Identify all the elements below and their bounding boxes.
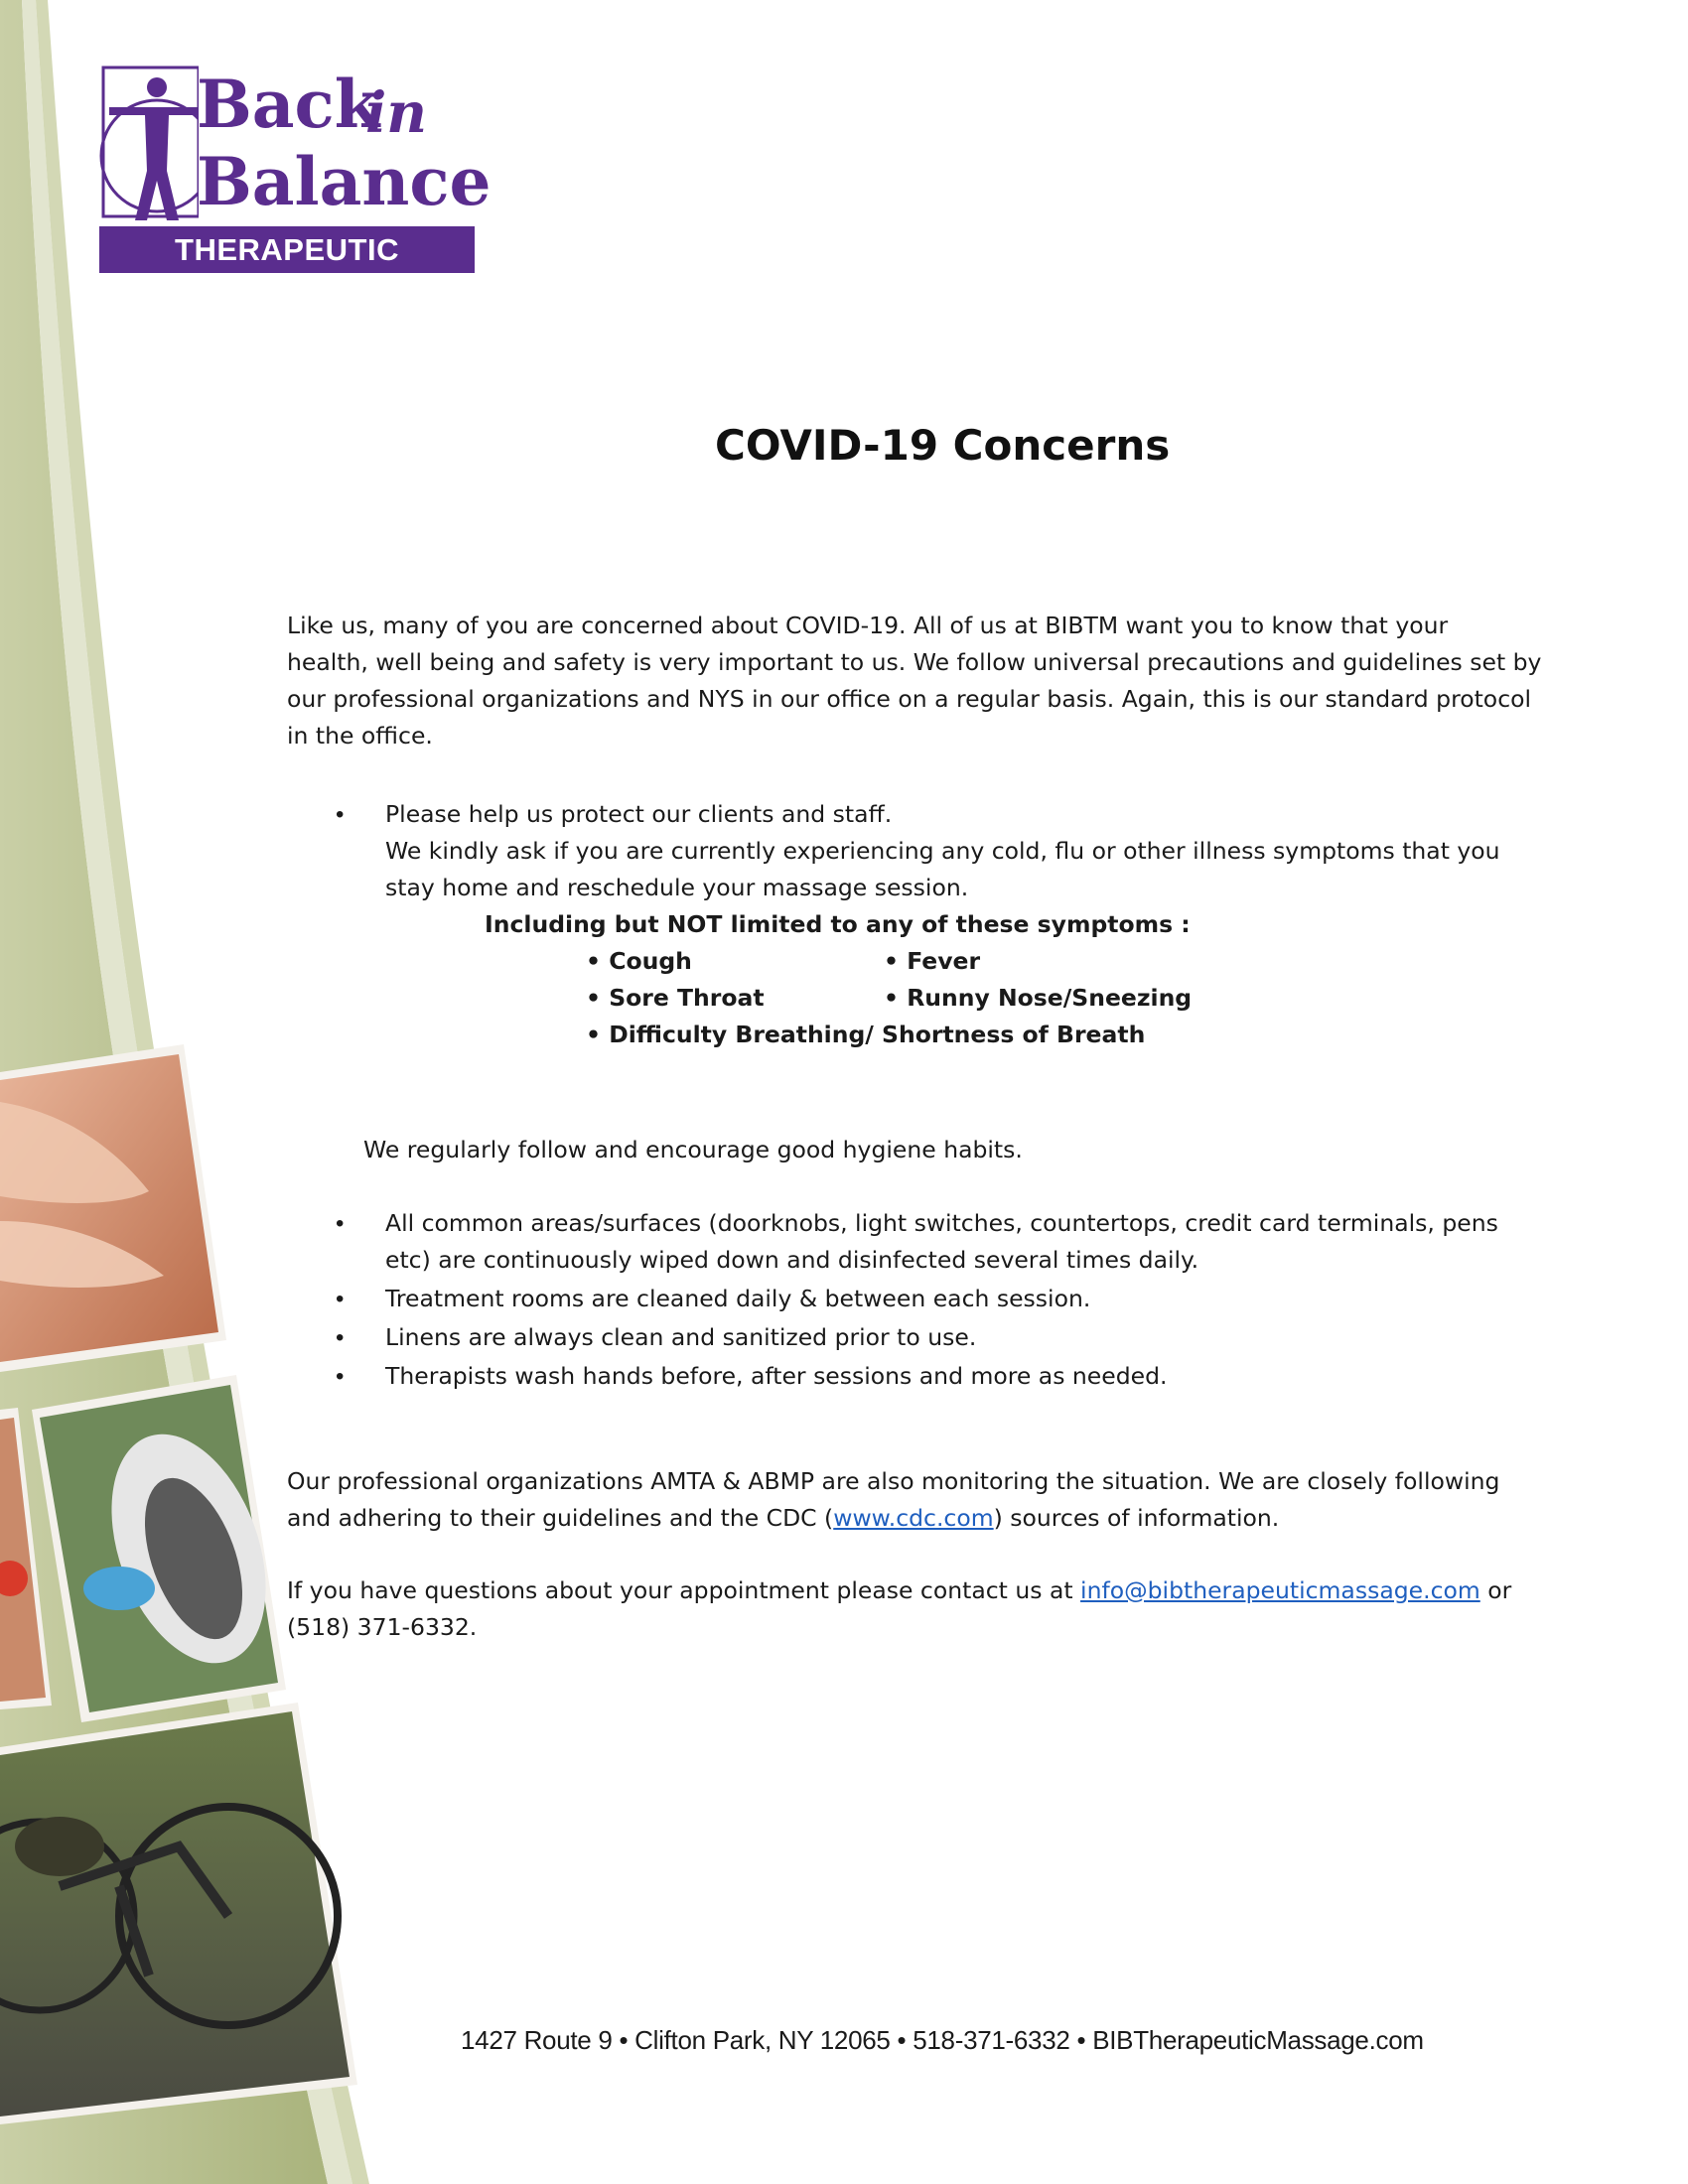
intro-line: in the office. xyxy=(287,722,433,750)
vitruvian-figure-icon xyxy=(89,62,199,235)
contact-text: or xyxy=(1479,1576,1512,1604)
symptom-item: • Difficulty Breathing/ Shortness of Breath xyxy=(586,1021,1146,1048)
logo-in-text: in xyxy=(365,80,427,146)
symptoms-heading: Including but NOT limited to any of these symptoms : xyxy=(485,910,1191,938)
intro-line: Like us, many of you are concerned about COVID-19. All of us at BIBTM want you to know that your xyxy=(287,612,1449,639)
contact-line xyxy=(287,1572,1511,1609)
contact-phone: (518) 371-6332. xyxy=(287,1613,478,1641)
protect-line: Please help us protect our clients and staff. xyxy=(385,800,893,828)
symptom-item: • Sore Throat xyxy=(586,984,765,1012)
footer-address: 1427 Route 9 • Clifton Park, NY 12065 • 518-371-6332 • BIBTherapeuticMassage.com xyxy=(461,2025,1424,2055)
hygiene-item: etc) are continuously wiped down and disinfected several times daily. xyxy=(385,1246,1199,1274)
symptom-item: • Cough xyxy=(586,947,692,975)
bullet-icon: • xyxy=(336,1210,345,1237)
hygiene-heading: We regularly follow and encourage good hygiene habits. xyxy=(363,1136,1023,1163)
logo-tagline-bar: THERAPEUTIC MASSAGE xyxy=(99,226,475,273)
email-link[interactable]: info@bibtherapeuticmassage.com xyxy=(1080,1576,1480,1604)
intro-line: health, well being and safety is very important to us. We follow universal precautions and guidelines set by xyxy=(287,648,1542,676)
hygiene-item: Therapists wash hands before, after sessions and more as needed. xyxy=(385,1362,1168,1390)
massage-hands-photo xyxy=(0,1044,226,1372)
symptom-item: • Fever xyxy=(884,947,981,975)
bicycle-photo xyxy=(0,1703,357,2124)
bullet-icon: • xyxy=(336,1324,345,1351)
protect-line: stay home and reschedule your massage session. xyxy=(385,874,969,901)
page-title: COVID-19 Concerns xyxy=(715,421,1171,470)
logo-back-text: Back xyxy=(197,66,380,143)
protect-line: We kindly ask if you are currently experiencing any cold, flu or other illness symptoms that you xyxy=(385,837,1500,865)
symptom-item: • Runny Nose/Sneezing xyxy=(884,984,1193,1012)
hygiene-item: All common areas/surfaces (doorknobs, light switches, countertops, credit card terminals, pens xyxy=(385,1209,1498,1237)
logo-balance-text: Balance xyxy=(197,143,492,220)
bullet-icon: • xyxy=(336,1286,345,1312)
bullet-icon: • xyxy=(336,801,345,828)
orgs-line: Our professional organizations AMTA & ABMP are also monitoring the situation. We are closely following xyxy=(287,1467,1500,1495)
orgs-line xyxy=(287,1500,1279,1537)
bullet-icon: • xyxy=(336,1363,345,1390)
orgs-text: and adhering to their guidelines and the CDC ( xyxy=(287,1504,834,1532)
intro-line: our professional organizations and NYS in our office on a regular basis. Again, this is our standard protocol xyxy=(287,685,1532,713)
cdc-link[interactable]: www.cdc.com xyxy=(833,1504,994,1532)
hygiene-item: Treatment rooms are cleaned daily & between each session. xyxy=(385,1285,1091,1312)
contact-text: If you have questions about your appointment please contact us at xyxy=(287,1576,1081,1604)
hygiene-item: Linens are always clean and sanitized prior to use. xyxy=(385,1323,977,1351)
orgs-text: ) sources of information. xyxy=(993,1504,1280,1532)
